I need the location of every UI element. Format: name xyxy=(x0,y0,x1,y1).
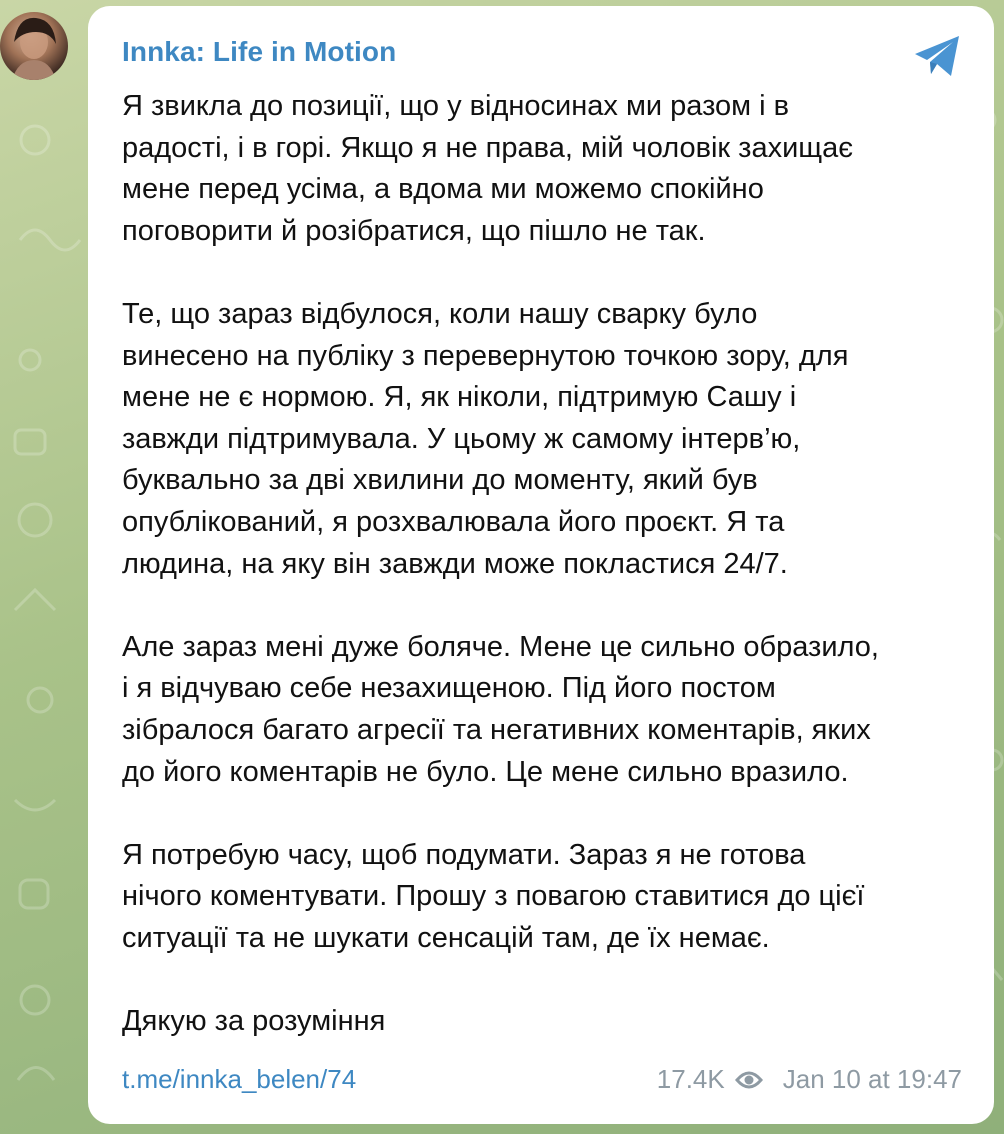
message-line: зібралося багато агресії та негативних коментарів, яких xyxy=(122,713,871,746)
message-line: ситуації та не шукати сенсацій там, де їх немає. xyxy=(122,921,770,954)
message-timestamp: Jan 10 at 19:47 xyxy=(782,1064,962,1094)
message-line: Я звикла до позиції, що у відносинах ми разом і в xyxy=(122,90,790,122)
telegram-plane-icon xyxy=(913,34,963,78)
message-bubble xyxy=(88,6,994,1124)
paragraph xyxy=(122,627,972,793)
message-line: Але зараз мені дуже боляче. Мене це сильно образило, xyxy=(122,630,879,663)
message-line: буквально за дві хвилини до моменту, який був xyxy=(122,464,758,497)
channel-name[interactable]: Innka: Life in Motion xyxy=(122,36,397,67)
message-line: завжди підтримувала. У цьому ж самому інтерв’ю, xyxy=(122,422,801,455)
message-line: до його коментарів не було. Це мене сильно вразило. xyxy=(122,755,849,788)
message-line: Те, що зараз відбулося, коли нашу сварку було xyxy=(122,297,758,330)
paragraph xyxy=(122,1001,972,1043)
message-line: мене перед усіма, а вдома ми можемо спокійно xyxy=(122,173,764,206)
post-link[interactable]: t.me/innka_belen/74 xyxy=(122,1064,357,1094)
message-text xyxy=(122,86,972,1084)
paragraph xyxy=(122,86,972,252)
eye-icon xyxy=(735,1070,763,1090)
message-meta xyxy=(657,1064,962,1095)
message-line: винесено на публіку з перевернутою точкою зору, для xyxy=(122,339,849,372)
view-count: 17.4K xyxy=(656,1064,725,1094)
avatar-portrait-icon xyxy=(0,12,68,80)
message-line: поговорити й розібратися, що пішло не так. xyxy=(122,214,706,247)
message-line: опублікований, я розхвалювала його проєкт. Я та xyxy=(122,505,785,538)
share-button[interactable] xyxy=(912,30,964,82)
message-line: радості, і в горі. Якщо я не права, мій чоловік захищає xyxy=(122,131,854,164)
message-line: нічого коментувати. Прошу з повагою ставитися до цієї xyxy=(122,880,865,913)
message-line: людина, на яку він завжди може покластися 24/7. xyxy=(122,547,788,580)
paragraph xyxy=(122,294,972,585)
paragraph xyxy=(122,835,972,960)
message-line: Я потребую часу, щоб подумати. Зараз я не готова xyxy=(122,838,806,871)
message-line: і я відчуваю себе незахищеною. Під його постом xyxy=(122,672,776,705)
message-line: мене не є нормою. Я, як ніколи, підтримую Сашу і xyxy=(122,381,797,414)
message-line: Дякую за розуміння xyxy=(122,1005,386,1038)
channel-avatar[interactable] xyxy=(0,12,68,80)
